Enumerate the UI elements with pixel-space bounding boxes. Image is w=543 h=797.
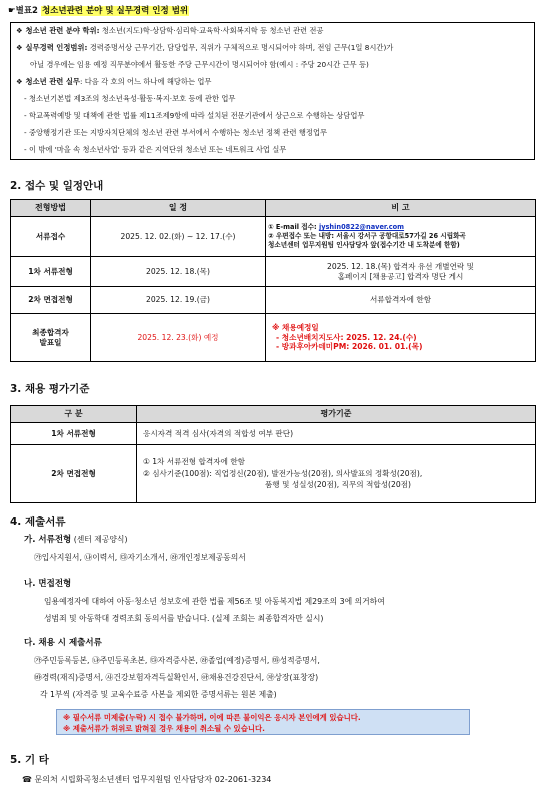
criteria-cell: ① 1차 서류전형 합격자에 한함 ② 심사기준(100점): 직업정신(20점), 발전가능성(20점), 의사발표의 정확성(20점), 품행 및 성실성(20점), 직무의 적합성(20점) <box>137 445 536 503</box>
annex-prefix: ☛별표2 <box>8 6 38 16</box>
column-header: 전형방법 <box>11 200 91 217</box>
documents-a-items: ㉮입사지원서, ㉯이력서, ㉰자기소개서, ㉱개인정보제공동의서 <box>34 553 246 562</box>
note-cell: 서류합격자에 한함 <box>266 287 536 314</box>
column-header: 구 분 <box>11 406 137 423</box>
date-cell: 2025. 12. 23.(화) 예정 <box>91 314 266 362</box>
documents-c-title: 다. 채용 시 제출서류 <box>24 638 102 648</box>
documents-a-title: 가. 서류전형 (센터 제공양식) <box>24 535 128 545</box>
annex-line: - 중앙행정기관 또는 지방자치단체의 청소년 관련 부서에서 수행하는 청소년 정책 관련 행정업무 <box>24 128 328 137</box>
etc-title: 5. 기 타 <box>10 754 49 766</box>
contact-line <box>22 775 271 785</box>
annex-box <box>10 22 535 160</box>
column-header: 일 정 <box>91 200 266 217</box>
method-cell: 서류접수 <box>11 217 91 257</box>
documents-c-line: 각 1부씩 (자격증 및 교육수료증 사본을 제외한 증명서류는 원본 제출) <box>40 690 277 699</box>
annex-line: ❖ 실무경력 인정범위: 경력증명서상 근무기간, 담당업무, 직위가 구체적으로 명시되어야 하며, 전임 근무(1일 8시간)가 <box>16 43 394 52</box>
note-cell: ① E-mail 접수: jyshin0822@naver.com ② 우편접수 또는 내방: 서울시 강서구 공항대로57가길 26 시립화곡 청소년센터 업무지원팀 인사담당자 앞(접수기간 내 도착분에 한함) <box>266 217 536 257</box>
documents-c-line: ㉳경력(재직)증명서, ㉴건강보험자격득실확인서, ㉵채용건강진단서, ㉶상장(표창장) <box>34 673 319 682</box>
table-row <box>11 257 536 287</box>
criteria-table <box>10 405 536 503</box>
column-header: 평가기준 <box>137 406 536 423</box>
table-row <box>11 287 536 314</box>
annex-line: - 이 밖에 '마을 속 청소년사업' 등과 같은 지역단위 청소년 또는 네트워크 사업 실무 <box>24 145 287 154</box>
documents-b-line: 성범죄 및 아동학대 경력조회 동의서를 받습니다. (실제 조회는 최종합격자만 실시) <box>44 614 324 623</box>
method-cell: 2차 면접전형 <box>11 287 91 314</box>
note-cell: 2025. 12. 18.(목) 합격자 유선 개별연락 및 홈페이지 [채용공고] 합격자 명단 게시 <box>266 257 536 287</box>
date-cell: 2025. 12. 02.(화) ~ 12. 17.(수) <box>91 217 266 257</box>
notice-box <box>56 709 470 735</box>
diamond-bullet-icon: ❖ <box>16 43 23 52</box>
table-header-row <box>11 200 536 217</box>
schedule-table <box>10 199 536 362</box>
schedule-title: 2. 접수 및 일정안내 <box>10 180 104 192</box>
phone-icon: ☎ <box>22 775 32 784</box>
contact-text: 문의처 시립화곡청소년센터 업무지원팀 인사담당자 02-2061-3234 <box>34 775 272 784</box>
notice-line: ※ 필수서류 미제출(누락) 시 접수 불가하며, 이에 따른 불이익은 응시자 본인에게 있습니다. <box>63 713 361 722</box>
stage-cell: 2차 면접전형 <box>11 445 137 503</box>
method-cell: 1차 서류전형 <box>11 257 91 287</box>
email-link[interactable]: jyshin0822@naver.com <box>318 223 405 232</box>
method-cell: 최종합격자 발표일 <box>11 314 91 362</box>
notice-line: ※ 제출서류가 허위로 밝혀질 경우 채용이 취소될 수 있습니다. <box>63 724 265 733</box>
criteria-cell: 응시자격 적격 심사(자격의 적합성 여부 판단) <box>137 423 536 445</box>
annex-line: - 청소년기본법 제3조의 청소년육성·활동·복지·보호 등에 관한 업무 <box>24 94 236 103</box>
documents-c-line: ㉮주민등록등본, ㉯주민등록초본, ㉰자격증사본, ㉱졸업(예정)증명서, ㉲성적증명서, <box>34 656 320 665</box>
annex-heading: 청소년관련 분야 및 실무경력 인정 범위 <box>41 6 189 16</box>
date-cell: 2025. 12. 19.(금) <box>91 287 266 314</box>
stage-cell: 1차 서류전형 <box>11 423 137 445</box>
documents-title: 4. 제출서류 <box>10 516 66 528</box>
documents-b-title: 나. 면접전형 <box>24 579 72 589</box>
annex-title <box>8 6 189 17</box>
annex-line: 아닐 경우에는 임용 예정 직무분야에서 활동한 주당 근무시간이 명시되어야 함(예시 : 주당 20시간 근무 등) <box>30 60 369 69</box>
table-row <box>11 423 536 445</box>
documents-b-line: 임용예정자에 대하여 아동·청소년 성보호에 관한 법률 제56조 및 아동복지법 제29조의 3에 의거하여 <box>44 597 385 606</box>
table-row <box>11 314 536 362</box>
note-cell: ※ 채용예정일 - 청소년배치지도사: 2025. 12. 24.(수) - 방과후아카데미PM: 2026. 01. 01.(목) <box>266 314 536 362</box>
criteria-title: 3. 채용 평가기준 <box>10 383 90 395</box>
table-header-row <box>11 406 536 423</box>
table-row <box>11 217 536 257</box>
column-header: 비 고 <box>266 200 536 217</box>
annex-line: ❖ 청소년 관련 실무: 다음 각 호의 어느 하나에 해당하는 업무 <box>16 77 212 86</box>
annex-line: ❖ 청소년 관련 분야 학위: 청소년(지도)학·상담학·심리학·교육학·사회복지학 등 청소년 관련 전공 <box>16 26 324 35</box>
date-cell: 2025. 12. 18.(목) <box>91 257 266 287</box>
table-row <box>11 445 536 503</box>
annex-line: - 학교폭력예방 및 대책에 관한 법률 제11조제9항에 따라 설치된 전문기관에서 상근으로 수행하는 상담업무 <box>24 111 365 120</box>
diamond-bullet-icon: ❖ <box>16 26 23 35</box>
diamond-bullet-icon: ❖ <box>16 77 23 86</box>
